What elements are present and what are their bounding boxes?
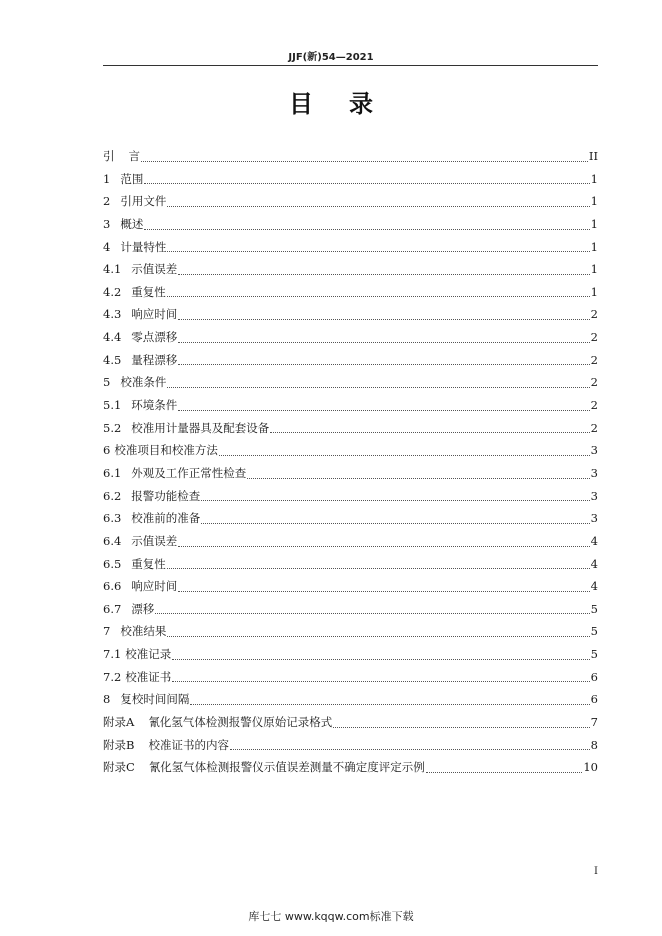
toc-leader [426,770,583,773]
toc-entry[interactable] [103,620,598,643]
toc-entry[interactable] [103,734,598,757]
toc-title: 校准证书的内容 [148,737,229,752]
toc-title: 校准用计量器具及配套设备 [131,420,270,435]
toc-number: 5.2 [103,420,122,435]
toc-number: 6.7 [103,601,122,616]
toc-title: 报警功能检查 [131,488,201,503]
toc-entry[interactable] [103,281,598,304]
toc-number: 2 [103,194,111,209]
toc-entry[interactable] [103,666,598,689]
toc-number: 6.1 [103,465,122,480]
title-char-1: 目 [289,90,313,118]
toc-number: 4.2 [103,284,122,299]
toc-leader [167,634,589,637]
toc-entry[interactable] [103,326,598,349]
toc-title: 氰化氢气体检测报警仪示值误差测量不确定度评定示例 [148,760,425,775]
toc-title: 校准证书 [125,669,172,684]
toc-number: 4.5 [103,352,122,367]
toc-title: 响应时间 [131,579,178,594]
toc-leader [172,679,589,682]
toc-page-number: 3 [590,511,598,526]
toc-page-number: 2 [590,307,598,322]
toc-number: 附录C [103,760,135,775]
toc-page-number: 2 [590,330,598,345]
toc-entry[interactable] [103,643,598,666]
toc-entry[interactable] [103,530,598,553]
toc-entry[interactable] [103,303,598,326]
toc-leader [167,294,590,297]
toc-title: 重复性 [131,556,166,571]
toc-leader [167,249,589,252]
toc-leader [141,159,588,162]
toc-number: 8 [103,692,111,707]
toc-page-number: 5 [590,624,598,639]
toc-title: 量程漂移 [131,352,178,367]
toc-page-number: 3 [590,443,598,458]
toc-leader [178,272,589,275]
toc-page-number: 1 [590,239,598,254]
toc-title: 示值误差 [131,533,178,548]
toc-title: 环境条件 [131,398,178,413]
toc-number: 5 [103,375,111,390]
toc-number: 6.6 [103,579,122,594]
toc-page-number: 1 [590,194,598,209]
toc-leader [167,385,589,388]
toc-entry[interactable] [103,145,598,168]
toc-leader [201,521,589,524]
toc-page-number: 2 [590,352,598,367]
toc-page-number: 4 [590,533,598,548]
toc-leader [155,611,589,614]
toc-page-number: 4 [590,579,598,594]
toc-number: 4.1 [103,262,122,277]
toc-entry[interactable] [103,507,598,530]
table-of-contents [103,145,598,779]
toc-page-number: 1 [590,171,598,186]
toc-title: 示值误差 [131,262,178,277]
toc-leader [178,340,589,343]
toc-entry[interactable] [103,236,598,259]
toc-title: 校准条件 [120,375,167,390]
toc-page-number: 7 [590,715,598,729]
toc-leader [178,408,589,411]
toc-page-number: 1 [590,284,598,299]
toc-title: 氰化氢气体检测报警仪原始记录格式 [148,715,333,729]
toc-number: 4.3 [103,307,122,322]
header-rule [103,65,598,66]
toc-entry[interactable] [103,756,598,779]
toc-leader [201,498,589,501]
toc-page-number: 5 [590,601,598,616]
toc-number: 4 [103,239,111,254]
toc-entry[interactable] [103,394,598,417]
toc-page-number: 3 [590,488,598,503]
toc-entry[interactable] [103,168,598,191]
toc-entry[interactable] [103,598,598,621]
title-char-2: 录 [349,90,373,118]
toc-leader [144,227,589,230]
toc-entry[interactable] [103,711,598,734]
toc-number: 7 [103,624,111,639]
toc-title: 校准记录 [125,647,172,662]
toc-entry[interactable] [103,439,598,462]
toc-number: 附录B [103,737,135,752]
toc-leader [247,476,589,479]
toc-leader [167,204,589,207]
page-number: I [594,866,598,877]
toc-title: 引用文件 [120,194,167,209]
toc-title: 外观及工作正常性检查 [131,465,247,480]
toc-title: 响应时间 [131,307,178,322]
running-header: JJF(新)54—2021 [288,52,374,63]
toc-leader [172,657,589,660]
toc-entry[interactable] [103,485,598,508]
toc-page-number: 4 [590,556,598,571]
toc-number: 附录A [103,715,135,729]
toc-entry[interactable] [103,349,598,372]
toc-title: 校准前的准备 [131,511,201,526]
toc-title: 零点漂移 [131,330,178,345]
toc-number: 3 [103,216,111,231]
toc-leader [190,702,589,705]
toc-page-number: 6 [590,669,598,684]
toc-page-number: 8 [590,737,598,752]
toc-page-number: 10 [583,760,598,775]
toc-title: 计量特性 [120,239,167,254]
toc-leader [178,589,589,592]
toc-title: 概述 [120,216,144,231]
toc-number: 6.5 [103,556,122,571]
toc-leader [178,544,589,547]
toc-leader [333,725,589,728]
toc-page-number: II [588,148,598,163]
page-title [0,84,662,119]
toc-title: 漂移 [131,601,155,616]
toc-leader [178,317,589,320]
toc-entry[interactable] [103,575,598,598]
toc-number: 6.4 [103,533,122,548]
toc-page-number: 1 [590,216,598,231]
toc-leader [167,566,590,569]
toc-number: 6.3 [103,511,122,526]
toc-title: 范围 [120,171,144,186]
toc-title: 复校时间间隔 [120,692,190,707]
toc-page-number: 3 [590,465,598,480]
toc-entry[interactable] [103,417,598,440]
toc-page-number: 6 [590,692,598,707]
toc-entry[interactable] [103,371,598,394]
toc-leader [230,747,590,750]
toc-title: 校准结果 [120,624,167,639]
toc-number: 7.2 [103,669,122,684]
toc-number: 4.4 [103,330,122,345]
toc-leader [178,362,589,365]
toc-leader [144,181,589,184]
toc-number: 引 [103,148,115,163]
toc-number: 6 [103,443,111,458]
toc-entry[interactable] [103,190,598,213]
toc-page-number: 1 [590,262,598,277]
toc-page-number: 2 [590,398,598,413]
toc-number: 7.1 [103,647,122,662]
toc-entry[interactable] [103,688,598,711]
toc-leader [219,453,590,456]
toc-page-number: 5 [590,647,598,662]
toc-number: 1 [103,171,111,186]
toc-entry[interactable] [103,213,598,236]
toc-title: 校准项目和校准方法 [114,443,218,458]
toc-page-number: 2 [590,375,598,390]
toc-page-number: 2 [590,420,598,435]
toc-entry[interactable] [103,462,598,485]
footer-watermark: 库七七 www.kqqw.com标准下载 [248,910,414,923]
toc-entry[interactable] [103,553,598,576]
toc-title: 言 [128,148,140,163]
toc-number: 6.2 [103,488,122,503]
toc-title: 重复性 [131,284,166,299]
toc-leader [270,430,589,433]
toc-number: 5.1 [103,398,122,413]
toc-entry[interactable] [103,258,598,281]
